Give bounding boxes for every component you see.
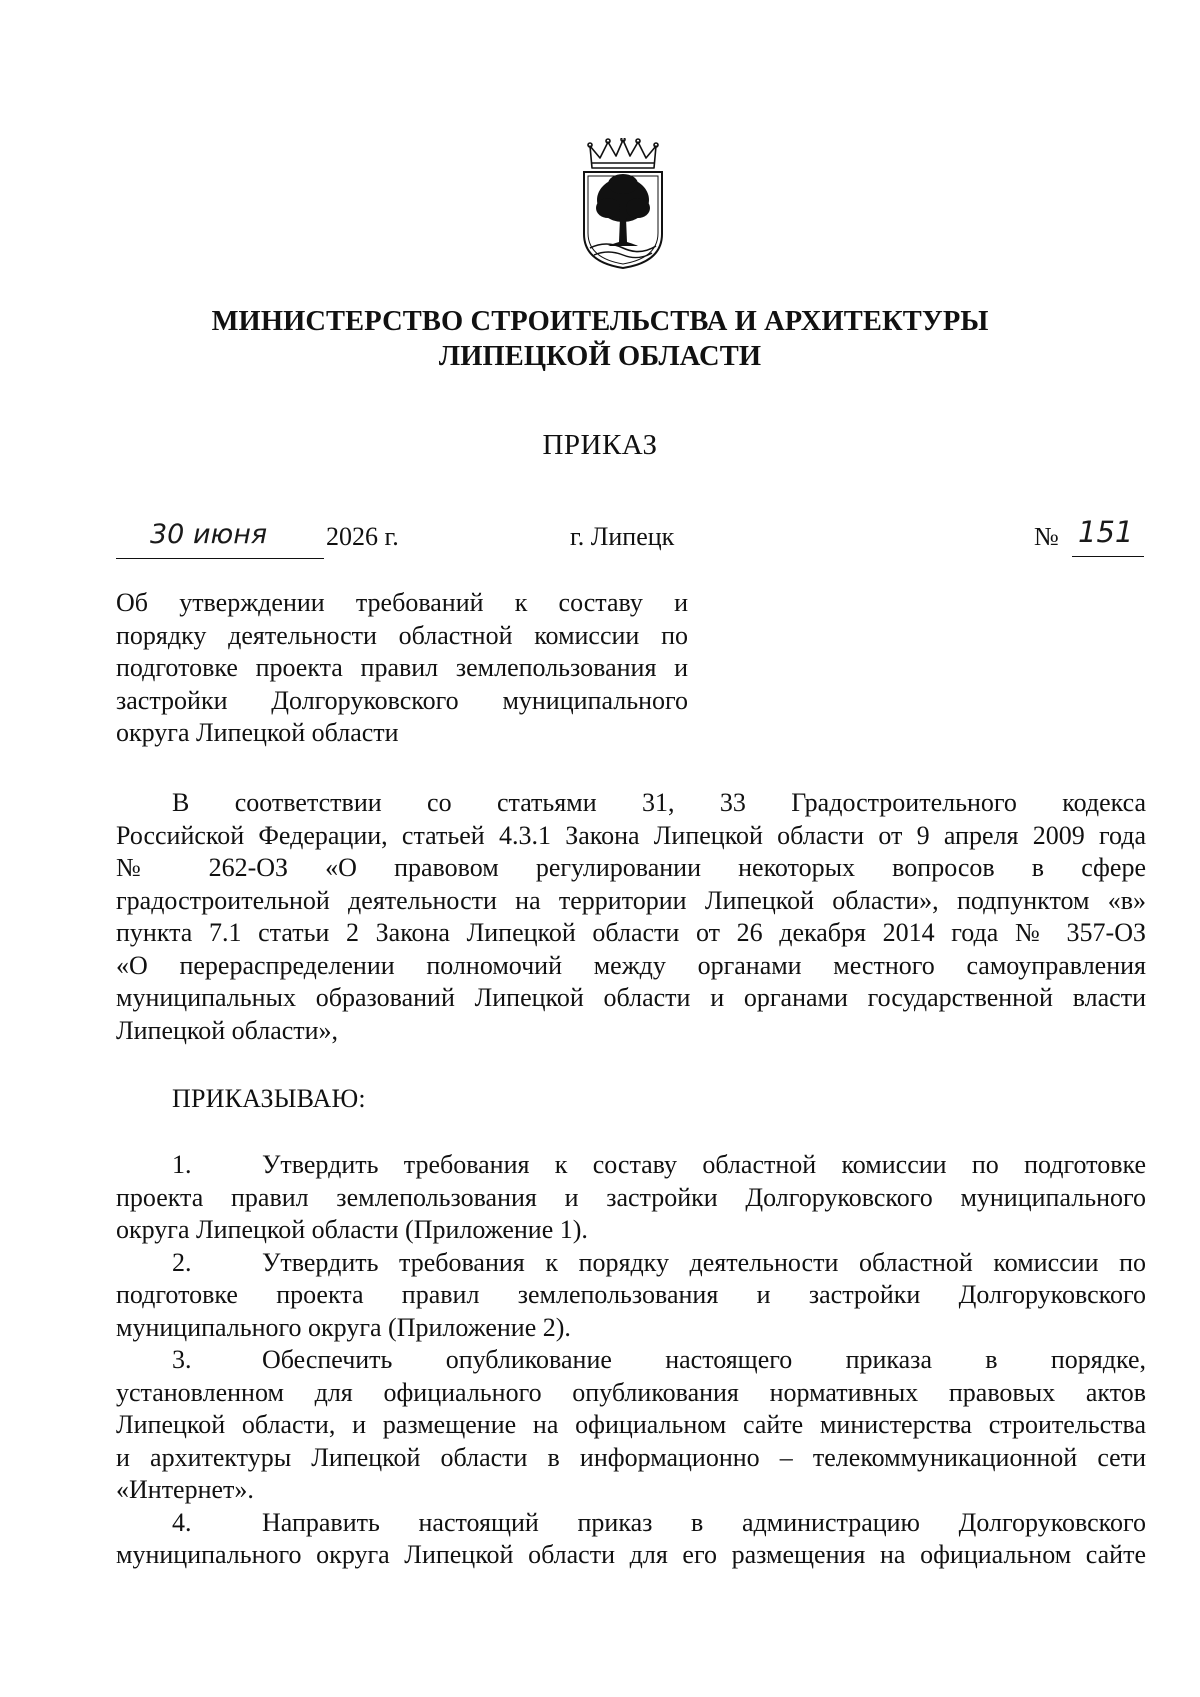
order-item-line: муниципального округа Липецкой области для его размещения на официальном сайте (116, 1540, 1146, 1569)
subject-line: застройки Долгоруковского муниципального (116, 685, 688, 715)
order-item-line: проекта правил землепользования и застройки Долгоруковского муниципального (116, 1182, 1146, 1212)
order-item-number: 1. (172, 1150, 192, 1179)
preamble-line: Российской Федерации, статьей 4.3.1 Закона Липецкой области от 9 апреля 2009 года (116, 820, 1146, 850)
preamble-line: муниципальных образований Липецкой области и органами государственной власти (116, 983, 1146, 1012)
order-item (116, 1247, 1146, 1345)
order-item-first-line: Утвердить требования к составу областной комиссии по подготовке (262, 1150, 1146, 1179)
number-label: № (1034, 522, 1059, 551)
order-item-first-line: Обеспечить опубликование настоящего приказа в порядке, (262, 1345, 1146, 1374)
order-item-number: 3. (172, 1345, 192, 1374)
order-item-line: муниципального округа (Приложение 2). (116, 1312, 571, 1342)
order-item-line: подготовке проекта правил землепользования и застройки Долгоруковского (116, 1280, 1146, 1309)
order-item-line: и архитектуры Липецкой области в информационно – телекоммуникационной сети (116, 1442, 1146, 1472)
handwritten-date: 30 июня (150, 519, 268, 550)
order-item-line: округа Липецкой области (Приложение 1). (116, 1215, 588, 1244)
preamble-line: градостроительной деятельности на территории Липецкой области», подпунктом «в» (116, 885, 1146, 915)
preamble-line: № 262-ОЗ «О правовом регулировании некоторых вопросов в сфере (116, 853, 1146, 882)
subject-line: Об утверждении требований к составу и (116, 588, 688, 617)
order-item (116, 1507, 1146, 1572)
preamble-line: В соответствии со статьями 31, 33 Градостроительного кодекса (172, 788, 1146, 817)
lipetsk-coat-of-arms-icon (578, 138, 668, 270)
preamble-line: «О перераспределении полномочий между органами местного самоуправления (116, 950, 1146, 980)
subject-line: порядку деятельности областной комиссии по (116, 620, 688, 650)
date-year: 2026 г. (326, 522, 399, 551)
handwritten-number: 151 (1078, 515, 1134, 549)
order-item-line: установленном для официального опубликования нормативных правовых актов (116, 1377, 1146, 1407)
order-item-first-line: Направить настоящий приказ в администрацию Долгоруковского (262, 1507, 1146, 1537)
organization-name-line-2: ЛИПЕЦКОЙ ОБЛАСТИ (438, 341, 762, 372)
order-item-line: Липецкой области, и размещение на официальном сайте министерства строительства (116, 1410, 1146, 1439)
order-item-number: 4. (172, 1507, 192, 1537)
order-item-first-line: Утвердить требования к порядку деятельности областной комиссии по (262, 1247, 1146, 1277)
subject-line: округа Липецкой области (116, 718, 399, 747)
order-items-list (116, 1149, 1146, 1572)
number-field (1072, 516, 1144, 557)
document-subject (116, 587, 688, 750)
order-item-line: «Интернет». (116, 1475, 254, 1504)
document-type-title: ПРИКАЗ (542, 429, 658, 461)
order-item (116, 1149, 1146, 1247)
preamble-line: Липецкой области», (116, 1015, 339, 1045)
city-name: г. Липецк (570, 522, 675, 551)
organization-name-line-1: МИНИСТЕРСТВО СТРОИТЕЛЬСТВА И АРХИТЕКТУРЫ (211, 306, 989, 337)
subject-line: подготовке проекта правил землепользования и (116, 653, 688, 682)
order-item (116, 1344, 1146, 1507)
date-field (116, 518, 324, 559)
preamble-line: пункта 7.1 статьи 2 Закона Липецкой области от 26 декабря 2014 года № 357-ОЗ (116, 918, 1146, 947)
preamble-paragraph (116, 787, 1146, 1047)
order-directive: ПРИКАЗЫВАЮ: (172, 1084, 366, 1113)
order-item-number: 2. (172, 1247, 192, 1277)
